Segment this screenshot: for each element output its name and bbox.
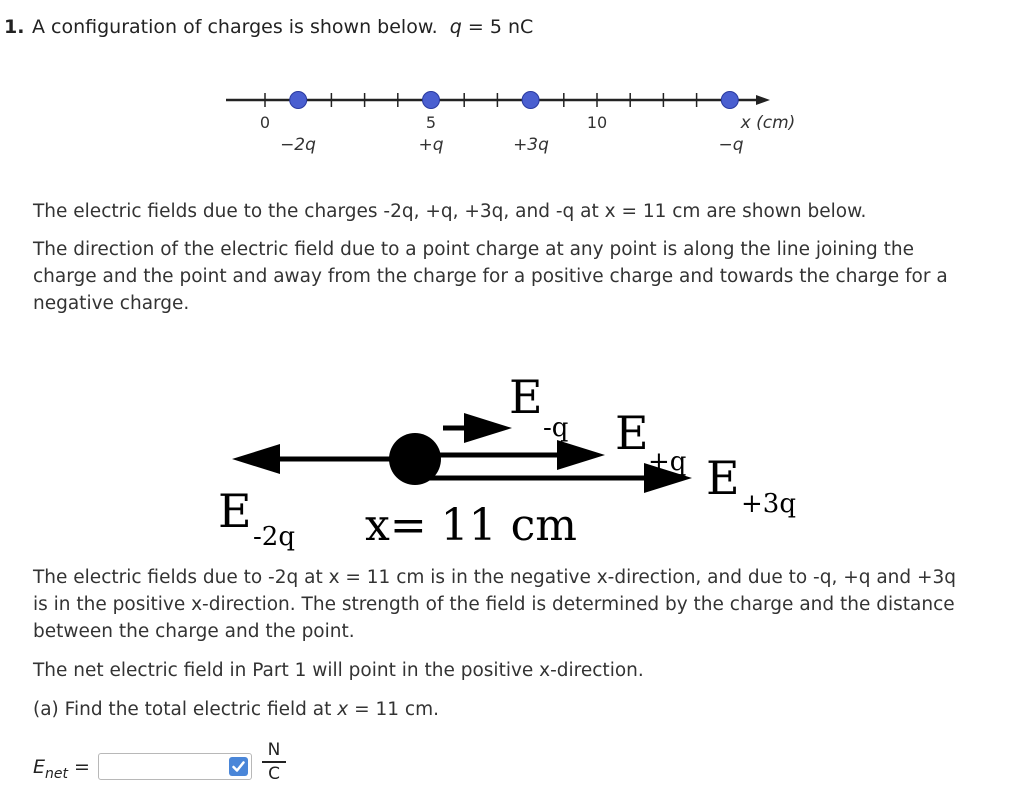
charge-dot	[721, 92, 738, 109]
unit-fraction	[262, 740, 286, 784]
point-position-label: x= 11 cm	[365, 500, 578, 551]
tick-label-0: 0	[259, 113, 271, 132]
unit-numerator: N	[267, 740, 281, 760]
paragraph-net-direction: The net electric field in Part 1 will point in the positive x-direction.	[33, 660, 644, 681]
field-diagram	[218, 370, 796, 552]
checkmark-icon[interactable]	[229, 757, 248, 776]
charge-label-minus-q: −q	[718, 135, 744, 155]
field-arrowhead-minus-2q	[232, 444, 280, 474]
charge-label-plus-3q: +3q	[513, 135, 549, 155]
part-a-prompt	[33, 699, 439, 720]
number-line	[226, 92, 795, 156]
part-a-var: x	[337, 699, 349, 720]
axis-label: x (cm)	[740, 113, 796, 133]
enet-main: E	[33, 756, 46, 778]
tick-label-10: 10	[586, 113, 608, 132]
label-sub-plus-3q: +3q	[741, 489, 796, 519]
field-point-dot	[389, 433, 441, 485]
enet-sub: net	[45, 765, 68, 782]
paragraph-field-direction: The direction of the electric field due to a point charge at any point is along the line joining the charge and the point and away from the charge for a positive charge and towards the charge for a negative charge.	[33, 239, 948, 314]
fraction-bar	[262, 761, 286, 763]
charge-dot	[290, 92, 307, 109]
enet-equals: =	[68, 756, 90, 778]
field-arrowhead-plus-q	[557, 440, 605, 470]
label-sub-plus-q: +q	[648, 447, 687, 477]
tick-label-5: 5	[425, 113, 437, 132]
question-intro-text: A configuration of charges is shown below.	[32, 16, 438, 38]
field-arrowhead-minus-q	[464, 413, 512, 443]
question-number: 1.	[4, 16, 25, 38]
label-sub-minus-2q: -2q	[253, 522, 295, 552]
unit-denominator: C	[268, 763, 280, 784]
enet-label	[33, 756, 90, 782]
number-line-arrowhead	[756, 95, 770, 105]
charge-dot	[522, 92, 539, 109]
label-sub-minus-q: -q	[543, 413, 569, 443]
label-e-minus-q: E	[509, 370, 543, 424]
paragraph-fields-intro: The electric fields due to the charges -2q, +q, +3q, and -q at x = 11 cm are shown below.	[33, 201, 867, 222]
label-e-plus-q: E	[615, 406, 649, 460]
q-variable: q	[449, 16, 462, 38]
part-a-prefix: (a) Find the total electric field at	[33, 699, 332, 720]
charge-dot	[423, 92, 440, 109]
label-e-plus-3q: E	[706, 451, 740, 505]
part-a-value: = 11 cm.	[348, 699, 439, 720]
charge-label-plus-q: +q	[418, 135, 444, 155]
paragraph-field-explanation: The electric fields due to -2q at x = 11 cm is in the negative x-direction, and due to -q, +q and +3q is in the positive x-direction. The strength of the field is determined by the charge and the distance between the charge and the point.	[33, 567, 957, 642]
charge-label-minus-2q: −2q	[280, 135, 316, 155]
label-e-minus-2q: E	[218, 484, 252, 538]
q-value: = 5 nC	[467, 16, 534, 38]
